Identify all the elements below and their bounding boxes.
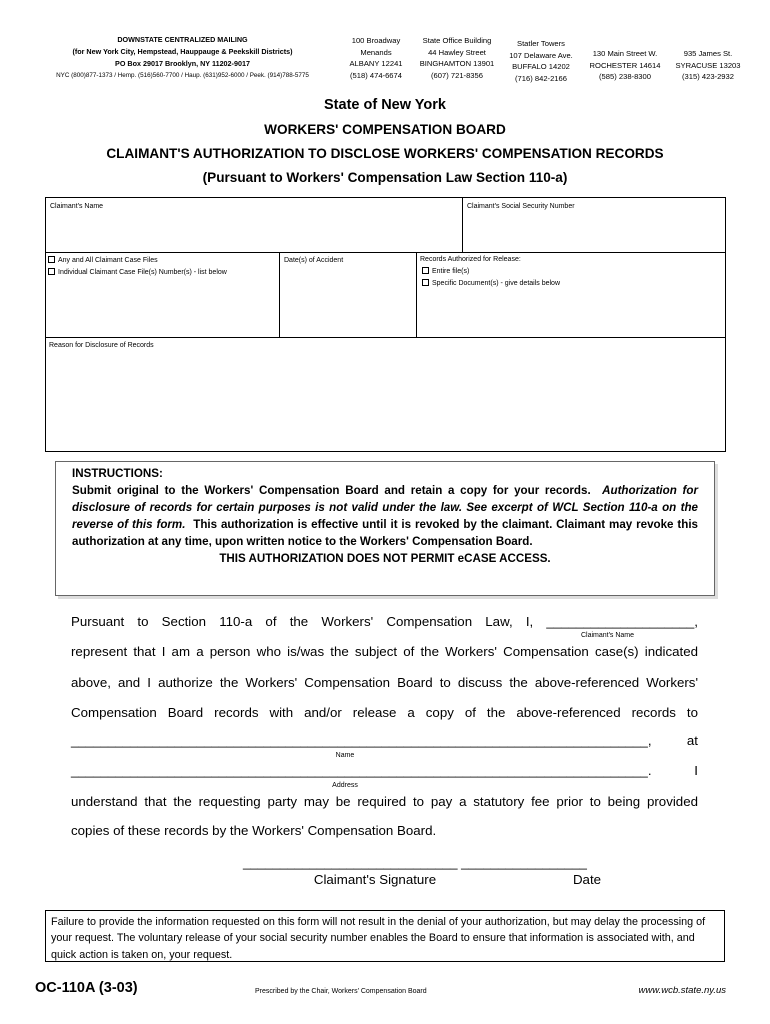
office-line: State Office Building (422, 36, 492, 45)
mailing-phones: NYC (800)877-1373 / Hemp. (516)560-7700 / Haup. (631)952-6000 / Peek. (914)788-5775 (56, 72, 309, 79)
statement-line-3: above, and I authorize the Workers' Compensation Board to discuss the above-referenced Workers' (71, 675, 698, 690)
claimant-name-field[interactable] (46, 198, 462, 252)
office-line: 44 Hawley Street (428, 47, 486, 57)
office-binghamton (412, 35, 502, 81)
office-line: 935 James St. (683, 49, 733, 58)
law-reference: (Pursuant to Workers' Compensation Law Section 110-a) (202, 170, 568, 185)
accident-dates-label: Date(s) of Accident (284, 257, 344, 264)
office-line: (585) 238-8300 (599, 72, 651, 81)
statement-line-1: Pursuant to Section 110-a of the Workers' Compensation Law, I, ____________________, (71, 614, 698, 629)
entire-files-option[interactable] (422, 267, 469, 275)
instructions-revocation: This authorization is effective until it is revoked by the claimant. Claimant may revoke this authorization at any time, upon written notice to the Workers' Compensation Board. (72, 518, 698, 548)
office-line: SYRACUSE 13203 (675, 60, 741, 70)
form-number: OC-110A (3-03) (35, 980, 138, 996)
individual-case-files-checkbox[interactable] (48, 268, 55, 275)
ecase-warning: THIS AUTHORIZATION DOES NOT PERMIT eCASE ACCESS. (219, 552, 551, 565)
ssn-field[interactable] (463, 198, 725, 252)
statement-line-8: copies of these records by the Workers' Compensation Board. (71, 823, 437, 838)
all-case-files-label: Any and All Claimant Case Files (58, 257, 158, 264)
board-website-link[interactable]: www.wcb.state.ny.us (638, 985, 726, 996)
office-line: 107 Delaware Ave. (509, 50, 573, 60)
office-albany (343, 35, 409, 81)
office-line: ROCHESTER 14614 (589, 60, 661, 70)
statement-line-7: understand that the requesting party may be required to pay a statutory fee prior to being provided (71, 794, 698, 809)
mailing-po-box: PO Box 29017 Brooklyn, NY 11202-9017 (115, 59, 250, 68)
instructions-validity: Authorization for disclosure of records for certain purposes is not valid under the law. See excerpt of WCL Section 110-a on the reverse of this form. (72, 484, 698, 531)
specific-documents-label: Specific Document(s) - give details below (432, 280, 560, 287)
office-syracuse (668, 48, 748, 83)
grid-divider (416, 252, 417, 338)
office-line: Menands (360, 47, 392, 57)
downstate-mailing-block (20, 34, 345, 79)
office-line: BUFFALO 14202 (512, 62, 570, 71)
instructions-submit: Submit original to the Workers' Compensation Board and retain a copy for your records. (72, 484, 591, 497)
privacy-notice: Failure to provide the information requested on this form will not result in the denial of your authorization, but may delay the processing of your request. The voluntary release of your social security number enables the Board to ensure that information is associated with, and quick action is taken on, your request. (45, 910, 725, 962)
office-line: 130 Main Street W. (592, 49, 658, 58)
disclosure-reason-field[interactable] (46, 338, 725, 451)
disclosure-reason-label: Reason for Disclosure of Records (49, 342, 154, 349)
signature-date-lines[interactable]: _____________________________ _________________ (243, 855, 587, 870)
records-authorized-label: Records Authorized for Release: (420, 256, 521, 263)
instructions-heading: INSTRUCTIONS: (72, 467, 163, 480)
individual-case-files-option[interactable] (48, 268, 227, 276)
all-case-files-option[interactable] (48, 256, 158, 264)
prescribed-by: Prescribed by the Chair, Workers' Compensation Board (255, 988, 427, 995)
all-case-files-checkbox[interactable] (48, 256, 55, 263)
board-title: WORKERS' COMPENSATION BOARD (264, 122, 506, 137)
office-line: ALBANY 12241 (349, 59, 403, 68)
name-caption: Name (335, 752, 355, 759)
office-line: (315) 423-2932 (682, 72, 734, 81)
mailing-title: DOWNSTATE CENTRALIZED MAILING (117, 35, 248, 44)
ssn-label: Claimant's Social Security Number (467, 203, 575, 210)
office-line: (607) 721-8356 (431, 70, 483, 80)
office-line: (518) 474-6674 (350, 70, 402, 80)
specific-documents-option[interactable] (422, 279, 560, 287)
statement-line-4: Compensation Board records with and/or release a copy of the above-referenced records to (71, 705, 698, 720)
recipient-name-line[interactable]: ______________________________________________________________________________, at (71, 733, 698, 748)
office-line: BINGHAMTON 13901 (419, 59, 495, 68)
statement-line-2: represent that I am a person who is/was the subject of the Workers' Compensation case(s) indicated (71, 644, 698, 659)
instructions-box (55, 461, 715, 596)
accident-dates-field[interactable] (280, 253, 416, 337)
entire-files-label: Entire file(s) (432, 268, 470, 275)
mailing-districts: (for New York City, Hempstead, Hauppauge & Peekskill Districts) (72, 47, 293, 56)
office-line: 100 Broadway (351, 36, 401, 45)
instructions-text (72, 482, 698, 550)
signature-label: Claimant's Signature (313, 872, 437, 887)
individual-case-files-label: Individual Claimant Case File(s) Number(s) - list below (58, 269, 227, 276)
date-label: Date (572, 872, 602, 887)
address-caption: Address (332, 782, 358, 789)
office-line: Statler Towers (517, 39, 565, 48)
claimant-name-caption: Claimant's Name (580, 632, 635, 639)
claimant-name-label: Claimant's Name (50, 203, 104, 210)
form-title: CLAIMANT'S AUTHORIZATION TO DISCLOSE WORKERS' COMPENSATION RECORDS (106, 146, 664, 161)
office-rochester (582, 48, 668, 83)
specific-documents-checkbox[interactable] (422, 279, 429, 286)
office-line: (716) 842-2166 (515, 73, 567, 83)
state-title: State of New York (324, 97, 446, 113)
entire-files-checkbox[interactable] (422, 267, 429, 274)
office-buffalo (503, 38, 579, 84)
recipient-address-line[interactable]: ______________________________________________________________________________. I (71, 763, 698, 778)
